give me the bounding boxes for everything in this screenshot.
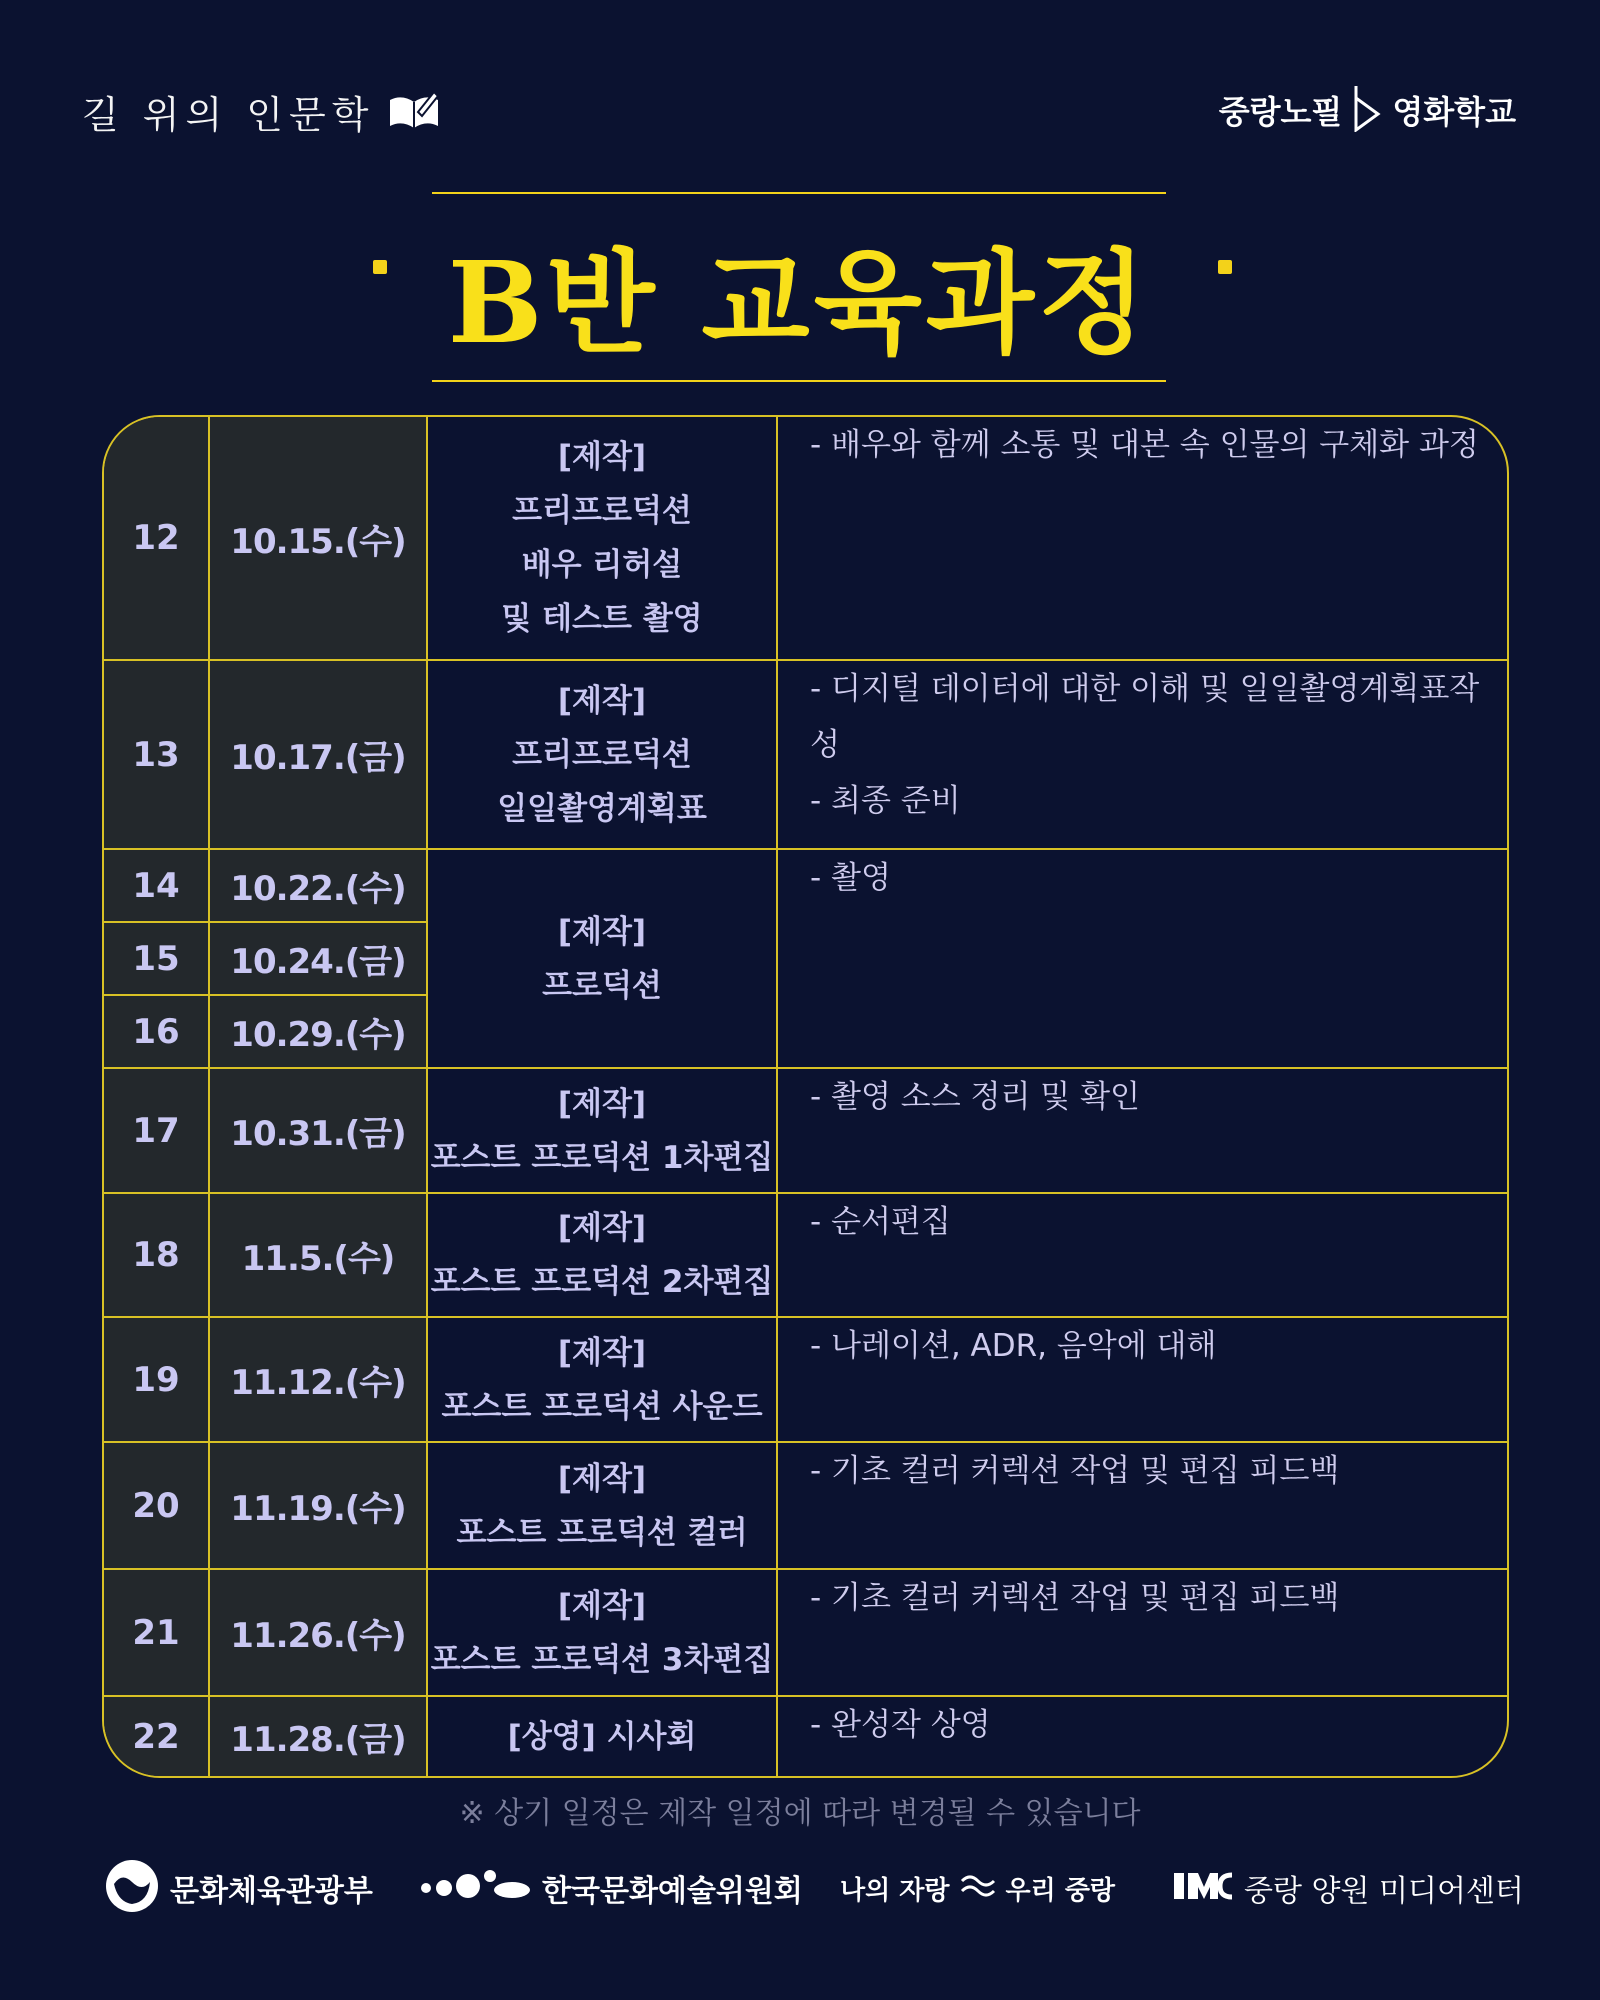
logo-media-center [1172, 1858, 1524, 1918]
row-date: 10.29.(수) [230, 1015, 406, 1055]
row-course [428, 417, 776, 659]
course-line: [제작] [557, 1587, 647, 1624]
row-description [778, 1443, 1507, 1568]
course-line: 포스트 프로덕션 1차편집 [430, 1139, 774, 1176]
title-dot-right [1218, 260, 1232, 274]
desc-line: - 디지털 데이터에 대한 이해 및 일일촬영계획표작성 [810, 671, 1480, 763]
desc-line: - 기초 컬러 커렉션 작업 및 편집 피드백 [810, 1453, 1340, 1489]
row-course [428, 1443, 776, 1568]
course-line: 프리프로덕션 [512, 736, 692, 773]
desc-line: - 나레이션, ADR, 음악에 대해 [810, 1328, 1217, 1364]
title-dot-left [373, 260, 387, 274]
row-course [428, 1570, 776, 1695]
row-course [428, 1069, 776, 1192]
course-line: [제작] [557, 1210, 647, 1246]
title-frame [432, 192, 1166, 382]
row-date: 11.28.(금) [230, 1720, 406, 1760]
course-line: [제작] [557, 913, 647, 950]
course-line: [제작] [557, 439, 647, 475]
row-course [428, 1697, 776, 1776]
course-line: 포스트 프로덕션 사운드 [441, 1388, 763, 1425]
row-date: 10.31.(금) [230, 1114, 406, 1154]
desc-line: - 촬영 [810, 860, 891, 896]
row-description [778, 1697, 1507, 1776]
row-description [778, 661, 1507, 848]
desc-line: - 순서편집 [810, 1204, 951, 1240]
row-number: 20 [132, 1485, 180, 1526]
row-number: 18 [132, 1235, 180, 1275]
row-number: 14 [132, 865, 180, 906]
logo-jungnang-text-b: 우리 중랑 [1005, 1875, 1116, 1906]
page-title: B반 교육과정 [447, 238, 1151, 369]
row-date: 11.19.(수) [230, 1489, 406, 1529]
brand-title: 길 위의 인문학 [82, 93, 375, 137]
dots-icon [420, 1866, 532, 1910]
logo-ministry-text: 문화체육관광부 [170, 1874, 373, 1909]
schedule-table [102, 415, 1509, 1778]
course-line: [상영] 시사회 [507, 1718, 697, 1755]
right-brand-b: 영화학교 [1392, 93, 1516, 131]
row-date: 11.12.(수) [230, 1363, 406, 1403]
course-line: 프로덕션 [542, 967, 662, 1004]
logo-ministry [104, 1858, 373, 1918]
course-line: 및 테스트 촬영 [501, 601, 703, 637]
header-right [1219, 84, 1516, 136]
row-number: 12 [132, 518, 180, 558]
desc-line: - 촬영 소스 정리 및 확인 [810, 1079, 1140, 1115]
bracket-icon [1352, 84, 1382, 136]
book-pen-icon [388, 90, 440, 134]
logo-jungnang [840, 1858, 1115, 1918]
row-number: 16 [132, 1011, 180, 1052]
row-date: 10.24.(금) [230, 942, 406, 982]
row-number: 22 [132, 1716, 180, 1757]
wave-icon [960, 1871, 996, 1905]
row-description [778, 1069, 1507, 1192]
row-number: 13 [132, 734, 180, 775]
media-center-mark-icon [1172, 1869, 1234, 1907]
desc-line: - 배우와 함께 소통 및 대본 속 인물의 구체화 과정 [810, 427, 1479, 463]
row-course [428, 1318, 776, 1441]
row-date: 11.26.(수) [230, 1616, 406, 1656]
course-line: [제작] [557, 1334, 647, 1371]
logo-arts-council [420, 1858, 803, 1918]
right-brand-a: 중랑노필 [1218, 93, 1343, 131]
logo-media-center-text: 중랑 양원 미디어센터 [1244, 1874, 1524, 1909]
row-number: 15 [132, 938, 180, 979]
course-line: 포스트 프로덕션 3차편집 [430, 1641, 774, 1678]
course-line: [제작] [557, 682, 647, 719]
desc-line: - 기초 컬러 커렉션 작업 및 편집 피드백 [810, 1580, 1340, 1616]
row-description [778, 1194, 1507, 1316]
desc-line: - 완성작 상영 [810, 1707, 991, 1743]
desc-line: - 최종 준비 [810, 783, 961, 819]
merged-course [428, 850, 776, 1067]
row-date: 10.17.(금) [230, 738, 406, 778]
row-date: 11.5.(수) [241, 1238, 395, 1279]
logo-jungnang-text-a: 나의 자랑 [840, 1875, 950, 1906]
header-left [82, 84, 440, 139]
course-line: [제작] [557, 1460, 647, 1497]
row-description [778, 1570, 1507, 1695]
row-number: 17 [132, 1110, 180, 1151]
taegeuk-icon [104, 1858, 160, 1918]
row-course [428, 1194, 776, 1316]
row-date: 10.15.(수) [230, 521, 406, 562]
row-date: 10.22.(수) [230, 869, 406, 909]
row-description [778, 1318, 1507, 1441]
row-course [428, 661, 776, 848]
course-line: 포스트 프로덕션 2차편집 [430, 1264, 774, 1300]
row-number: 21 [132, 1612, 180, 1653]
merged-description [778, 850, 1507, 1067]
course-line: [제작] [557, 1085, 647, 1122]
row-description [778, 417, 1507, 659]
row-number: 19 [132, 1359, 180, 1400]
course-line: 배우 리허설 [521, 547, 683, 583]
logo-arts-council-text: 한국문화예술위원회 [542, 1874, 803, 1909]
course-line: 프리프로덕션 [512, 493, 692, 529]
schedule-note: ※ 상기 일정은 제작 일정에 따라 변경될 수 있습니다 [459, 1796, 1141, 1831]
course-line: 일일촬영계획표 [497, 790, 707, 827]
sponsor-footer [0, 1858, 1600, 1918]
course-line: 포스트 프로덕션 컬러 [456, 1514, 748, 1551]
